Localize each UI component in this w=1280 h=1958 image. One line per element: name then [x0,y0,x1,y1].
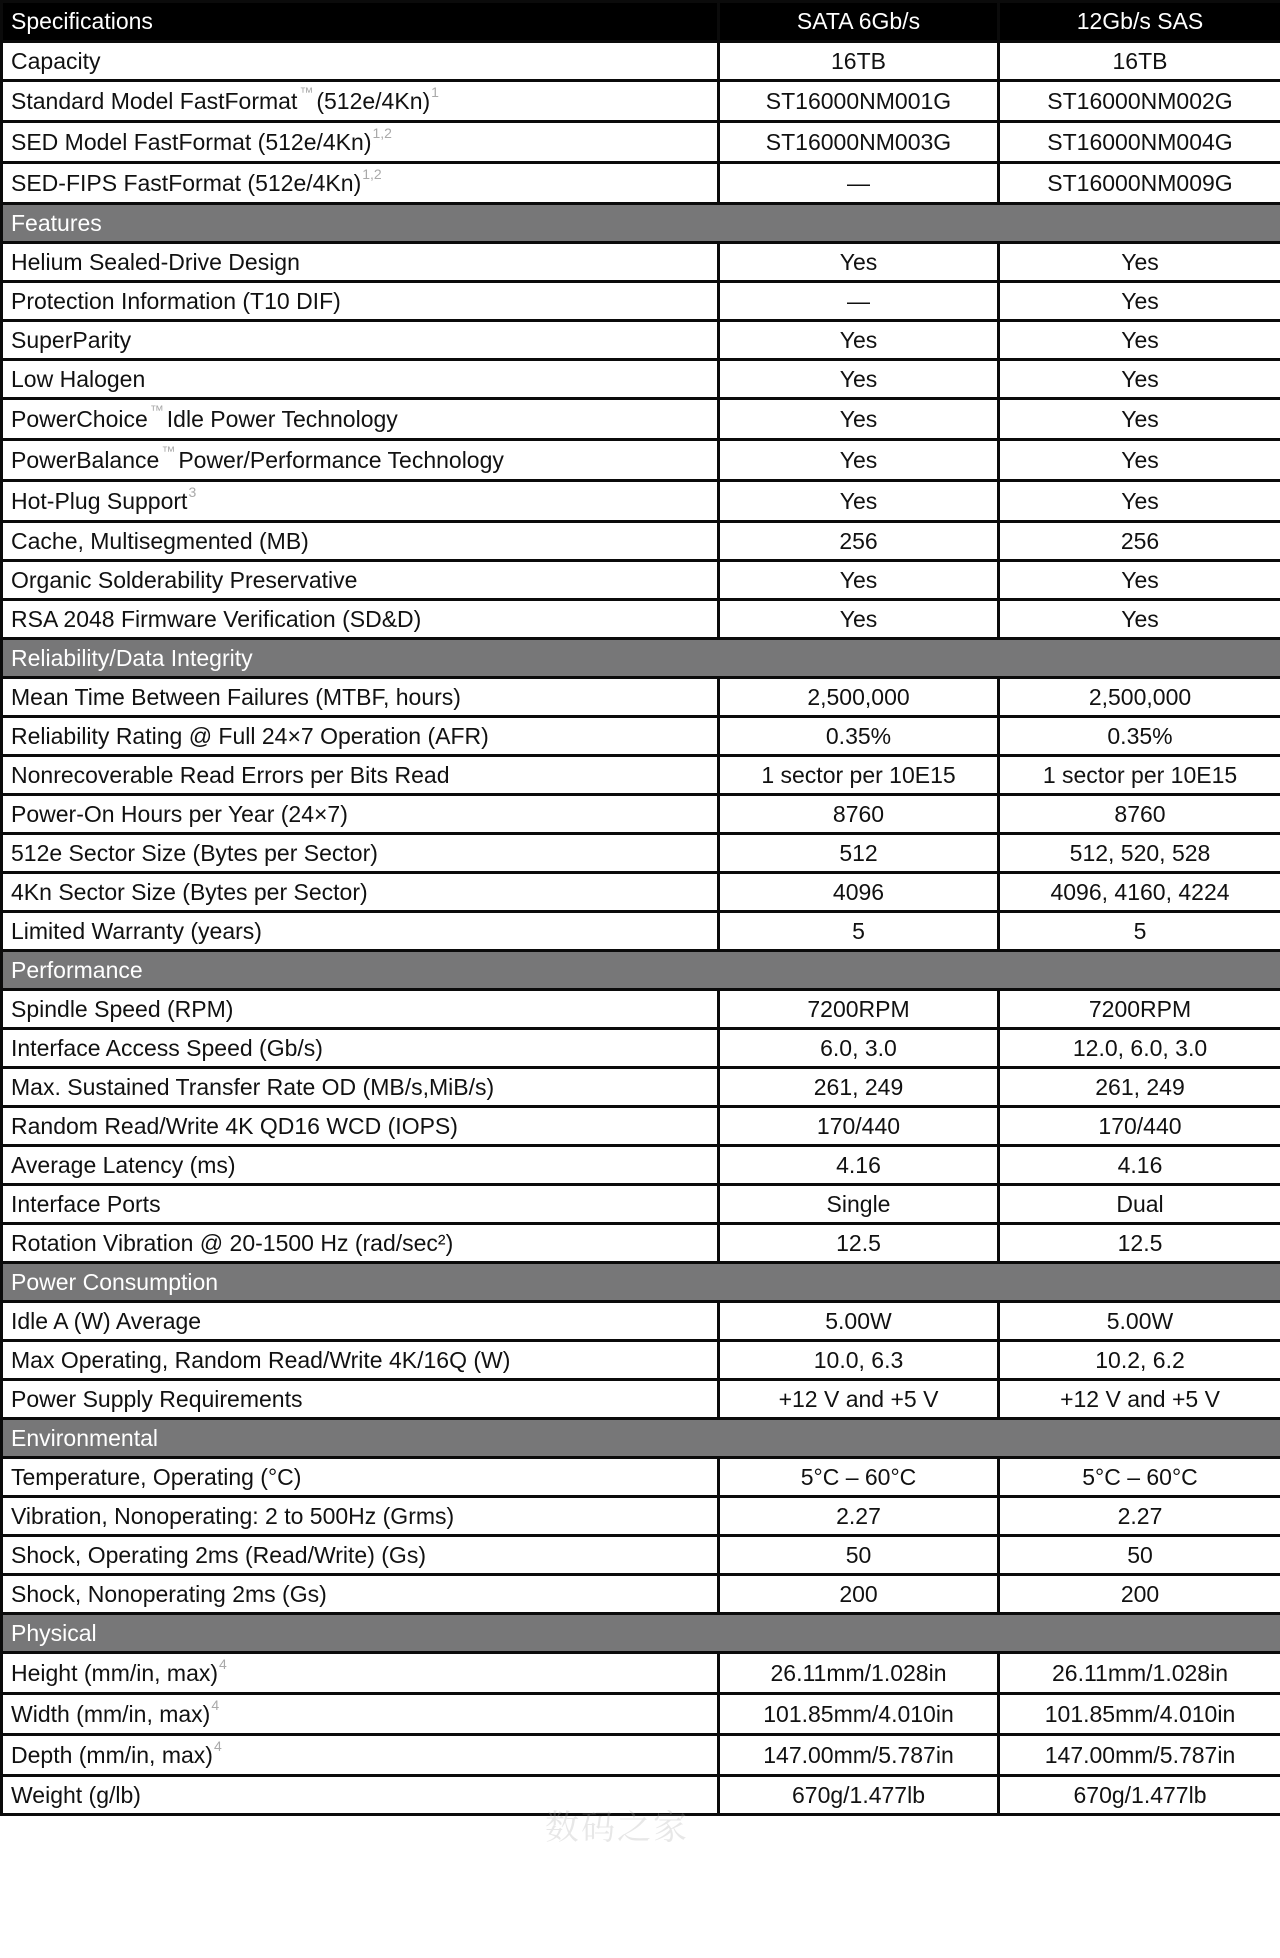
row-label: Interface Access Speed (Gb/s) [2,1029,719,1068]
sas-value: Yes [999,600,1280,639]
sata-value: 1 sector per 10E15 [719,756,999,795]
row-hot-plug [2,481,1280,522]
sata-value: 2.27 [719,1497,999,1536]
sas-value: 5.00W [999,1302,1280,1341]
row-interface-ports [2,1185,1280,1224]
row-cache [2,522,1280,561]
sas-value: 8760 [999,795,1280,834]
sata-value: +12 V and +5 V [719,1380,999,1419]
sas-value: Yes [999,321,1280,360]
row-label: Max. Sustained Transfer Rate OD (MB/s,MiB/s) [2,1068,719,1107]
row-label [2,163,719,204]
sata-value: Yes [719,399,999,440]
row-label: 4Kn Sector Size (Bytes per Sector) [2,873,719,912]
row-label: Power Supply Requirements [2,1380,719,1419]
row-label: Helium Sealed-Drive Design [2,243,719,282]
sas-value: 170/440 [999,1107,1280,1146]
section-title: Reliability/Data Integrity [2,639,1280,678]
row-sed-fips [2,163,1280,204]
sata-value: 101.85mm/4.010in [719,1694,999,1735]
label-part-a: PowerChoice [11,405,148,432]
row-label [2,399,719,440]
sas-value: 4.16 [999,1146,1280,1185]
row-depth [2,1735,1280,1776]
sata-value: 5.00W [719,1302,999,1341]
row-4kn-sector [2,873,1280,912]
row-afr [2,717,1280,756]
row-label: Random Read/Write 4K QD16 WCD (IOPS) [2,1107,719,1146]
trademark-mark: ™ [299,83,314,100]
row-label [2,440,719,481]
row-sed-model [2,122,1280,163]
section-environmental [2,1419,1280,1458]
label-part-a: Standard Model FastFormat [11,87,298,114]
row-shock-nonoperating [2,1575,1280,1614]
row-label: Spindle Speed (RPM) [2,990,719,1029]
section-power [2,1263,1280,1302]
row-label [2,1653,719,1694]
row-label: Weight (g/lb) [2,1776,719,1815]
section-title: Performance [2,951,1280,990]
row-label: Vibration, Nonoperating: 2 to 500Hz (Grms) [2,1497,719,1536]
row-interface-speed [2,1029,1280,1068]
row-label: 512e Sector Size (Bytes per Sector) [2,834,719,873]
sas-value: 2.27 [999,1497,1280,1536]
row-max-operating [2,1341,1280,1380]
row-label: Nonrecoverable Read Errors per Bits Read [2,756,719,795]
sata-value: 7200RPM [719,990,999,1029]
sata-value: 16TB [719,42,999,81]
sata-value: 147.00mm/5.787in [719,1735,999,1776]
row-warranty [2,912,1280,951]
sata-value: 0.35% [719,717,999,756]
row-label: Limited Warranty (years) [2,912,719,951]
row-spindle-speed [2,990,1280,1029]
row-width [2,1694,1280,1735]
row-mtbf [2,678,1280,717]
label-text: Height (mm/in, max) [11,1659,219,1686]
row-label [2,1735,719,1776]
section-physical [2,1614,1280,1653]
section-reliability [2,639,1280,678]
sas-value: 5°C – 60°C [999,1458,1280,1497]
row-label: Low Halogen [2,360,719,399]
row-height [2,1653,1280,1694]
row-label [2,81,719,122]
row-512e-sector [2,834,1280,873]
row-label [2,1694,719,1735]
row-standard-model [2,81,1280,122]
sas-value: 7200RPM [999,990,1280,1029]
row-label: Protection Information (T10 DIF) [2,282,719,321]
footnote-ref: 1,2 [372,124,392,141]
row-label: RSA 2048 Firmware Verification (SD&D) [2,600,719,639]
sata-value: 4.16 [719,1146,999,1185]
row-latency [2,1146,1280,1185]
row-label: Organic Solderability Preservative [2,561,719,600]
sata-value: Yes [719,360,999,399]
sata-value: 170/440 [719,1107,999,1146]
row-label: Idle A (W) Average [2,1302,719,1341]
label-text: Depth (mm/in, max) [11,1741,213,1768]
section-features [2,204,1280,243]
sas-value: 2,500,000 [999,678,1280,717]
footnote-ref: 4 [211,1696,220,1713]
row-superparity [2,321,1280,360]
sata-value: 50 [719,1536,999,1575]
row-label: Temperature, Operating (°C) [2,1458,719,1497]
sata-value: Yes [719,321,999,360]
sata-value: ST16000NM001G [719,81,999,122]
sata-value: 670g/1.477lb [719,1776,999,1815]
sata-value: 6.0, 3.0 [719,1029,999,1068]
sas-value: 261, 249 [999,1068,1280,1107]
sas-value: Yes [999,360,1280,399]
section-title: Power Consumption [2,1263,1280,1302]
row-protection-info [2,282,1280,321]
sata-value: Yes [719,440,999,481]
row-label: Cache, Multisegmented (MB) [2,522,719,561]
sata-value: — [719,163,999,204]
section-title: Environmental [2,1419,1280,1458]
row-powerchoice [2,399,1280,440]
sata-value: Yes [719,561,999,600]
row-shock-operating [2,1536,1280,1575]
sas-value: 16TB [999,42,1280,81]
label-text: SED Model FastFormat (512e/4Kn) [11,128,372,155]
footnote-ref: 1,2 [362,165,382,182]
sas-value: ST16000NM004G [999,122,1280,163]
row-osp [2,561,1280,600]
sata-value: Yes [719,600,999,639]
section-title: Features [2,204,1280,243]
row-label: Interface Ports [2,1185,719,1224]
sata-value: Single [719,1185,999,1224]
sata-value: Yes [719,481,999,522]
sata-value: — [719,282,999,321]
sas-value: 0.35% [999,717,1280,756]
label-part-b: (512e/4Kn) [316,87,431,114]
row-label: Power-On Hours per Year (24×7) [2,795,719,834]
sata-value: 2,500,000 [719,678,999,717]
sata-value: 4096 [719,873,999,912]
sata-value: 8760 [719,795,999,834]
sas-value: 512, 520, 528 [999,834,1280,873]
section-performance [2,951,1280,990]
sata-value: 26.11mm/1.028in [719,1653,999,1694]
sas-value: 256 [999,522,1280,561]
sas-value: Yes [999,440,1280,481]
sas-value: 101.85mm/4.010in [999,1694,1280,1735]
row-nre [2,756,1280,795]
row-vibration [2,1497,1280,1536]
sata-value: Yes [719,243,999,282]
row-label: Capacity [2,42,719,81]
sata-value: 512 [719,834,999,873]
sas-value: 10.2, 6.2 [999,1341,1280,1380]
label-text: Width (mm/in, max) [11,1700,211,1727]
watermark: 数码之家 [545,1809,689,1847]
row-rotation-vibration [2,1224,1280,1263]
label-part-b: Idle Power Technology [166,405,398,432]
sas-value: 12.5 [999,1224,1280,1263]
row-low-halogen [2,360,1280,399]
label-text: SED-FIPS FastFormat (512e/4Kn) [11,169,362,196]
sas-value: 5 [999,912,1280,951]
sas-value: Yes [999,282,1280,321]
header-sas: 12Gb/s SAS [999,2,1280,42]
label-part-b: Power/Performance Technology [178,446,504,473]
row-weight [2,1776,1280,1815]
label-text: Hot-Plug Support [11,487,188,514]
sas-value: ST16000NM002G [999,81,1280,122]
row-label: Shock, Operating 2ms (Read/Write) (Gs) [2,1536,719,1575]
label-part-a: PowerBalance [11,446,160,473]
sas-value: 50 [999,1536,1280,1575]
row-iops [2,1107,1280,1146]
sas-value: Dual [999,1185,1280,1224]
sas-value: Yes [999,481,1280,522]
row-label: Reliability Rating @ Full 24×7 Operation (AFR) [2,717,719,756]
sas-value: 670g/1.477lb [999,1776,1280,1815]
sata-value: 256 [719,522,999,561]
row-label: Average Latency (ms) [2,1146,719,1185]
header-specifications: Specifications [2,2,719,42]
row-label [2,122,719,163]
row-temperature [2,1458,1280,1497]
footnote-ref: 1 [431,83,439,100]
sata-value: 10.0, 6.3 [719,1341,999,1380]
footnote-ref: 3 [188,483,197,500]
row-powerbalance [2,440,1280,481]
sata-value: 5°C – 60°C [719,1458,999,1497]
row-rsa [2,600,1280,639]
row-capacity [2,42,1280,81]
sas-value: 147.00mm/5.787in [999,1735,1280,1776]
sas-value: 200 [999,1575,1280,1614]
sata-value: 5 [719,912,999,951]
row-label: SuperParity [2,321,719,360]
row-transfer-rate [2,1068,1280,1107]
row-label: Rotation Vibration @ 20-1500 Hz (rad/sec²) [2,1224,719,1263]
sas-value: +12 V and +5 V [999,1380,1280,1419]
sas-value: Yes [999,561,1280,600]
row-label: Max Operating, Random Read/Write 4K/16Q (W) [2,1341,719,1380]
row-label: Mean Time Between Failures (MTBF, hours) [2,678,719,717]
sata-value: ST16000NM003G [719,122,999,163]
row-power-supply [2,1380,1280,1419]
row-label [2,481,719,522]
sata-value: 261, 249 [719,1068,999,1107]
sas-value: ST16000NM009G [999,163,1280,204]
sas-value: 12.0, 6.0, 3.0 [999,1029,1280,1068]
footnote-ref: 4 [213,1737,222,1754]
sas-value: 26.11mm/1.028in [999,1653,1280,1694]
trademark-mark: ™ [161,442,176,459]
sas-value: Yes [999,399,1280,440]
row-helium [2,243,1280,282]
row-label: Shock, Nonoperating 2ms (Gs) [2,1575,719,1614]
row-idle-power [2,1302,1280,1341]
sas-value: Yes [999,243,1280,282]
row-power-on-hours [2,795,1280,834]
header-sata: SATA 6Gb/s [719,2,999,42]
footnote-ref: 4 [219,1655,227,1672]
sas-value: 1 sector per 10E15 [999,756,1280,795]
sata-value: 200 [719,1575,999,1614]
section-title: Physical [2,1614,1280,1653]
sata-value: 12.5 [719,1224,999,1263]
trademark-mark: ™ [149,401,164,418]
table-header-row [2,2,1280,42]
sas-value: 4096, 4160, 4224 [999,873,1280,912]
